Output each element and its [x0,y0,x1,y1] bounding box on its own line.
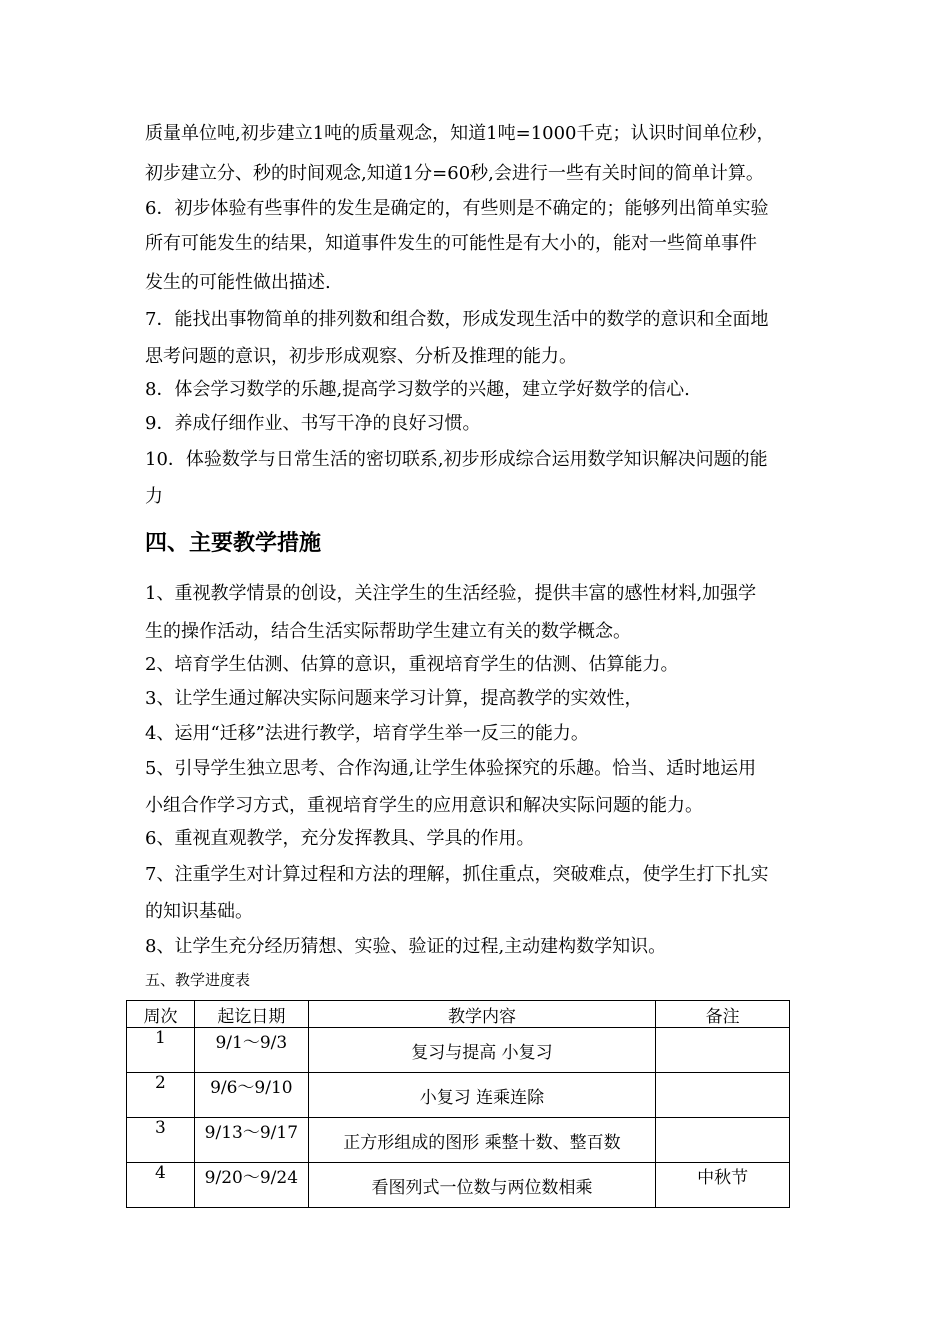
text-line: 初步建立分、秒的时间观念,知道1分=60秒,会进行一些有关时间的简单计算。 [145,163,764,184]
cell-content: 复习与提高 小复习 [308,1028,655,1073]
text-line: 质量单位吨,初步建立1吨的质量观念，知道1吨=1000千克；认识时间单位秒， [145,123,775,144]
cell-content: 正方形组成的图形 乘整十数、整百数 [308,1118,655,1163]
cell-dates: 9/1～9/3 [194,1028,308,1073]
list-item: 5、引导学生独立思考、合作沟通,让学生体验探究的乐趣。恰当、适时地运用 [145,758,757,779]
cell-week: 4 [127,1163,195,1208]
list-item: 1、重视教学情景的创设，关注学生的生活经验，提供丰富的感性材料,加强学 [145,583,757,604]
text-line: 7．能找出事物简单的排列数和组合数，形成发现生活中的数学的意识和全面地 [145,309,769,330]
cell-dates: 9/13～9/17 [194,1118,308,1163]
text-line: 8．体会学习数学的乐趣,提高学习数学的兴趣，建立学好数学的信心. [145,379,690,400]
text-line: 所有可能发生的结果，知道事件发生的可能性是有大小的，能对一些简单事件 [145,233,757,254]
table-row [127,1118,790,1163]
cell-content: 看图列式一位数与两位数相乘 [308,1163,655,1208]
list-item: 小组合作学习方式，重视培育学生的应用意识和解决实际问题的能力。 [145,795,703,816]
cell-note [656,1118,790,1163]
section-heading: 四、主要教学措施 [145,531,322,556]
text-line: 思考问题的意识，初步形成观察、分析及推理的能力。 [145,346,577,367]
text-line: 力 [145,486,163,507]
text-line: 6．初步体验有些事件的发生是确定的，有些则是不确定的；能够列出简单实验 [145,198,769,219]
list-item: 8、让学生充分经历猜想、实验、验证的过程,主动建构数学知识。 [145,936,667,957]
list-item: 2、培育学生估测、估算的意识，重视培育学生的估测、估算能力。 [145,654,679,675]
header-dates: 起讫日期 [194,1001,308,1028]
cell-dates: 9/6～9/10 [194,1073,308,1118]
list-item: 3、让学生通过解决实际问题来学习计算，提高教学的实效性， [145,688,643,709]
schedule-table [126,1000,790,1208]
cell-note [656,1028,790,1073]
cell-content: 小复习 连乘连除 [308,1073,655,1118]
list-item: 7、注重学生对计算过程和方法的理解，抓住重点，突破难点，使学生打下扎实 [145,864,769,885]
text-line: 9．养成仔细作业、书写干净的良好习惯。 [145,413,481,434]
header-note: 备注 [656,1001,790,1028]
header-content: 教学内容 [308,1001,655,1028]
list-item: 的知识基础。 [145,901,253,922]
text-line: 发生的可能性做出描述. [145,272,331,293]
list-item: 6、重视直观教学，充分发挥教具、学具的作用。 [145,828,535,849]
table-header-row [127,1001,790,1028]
table-row [127,1073,790,1118]
cell-note [656,1073,790,1118]
list-item: 生的操作活动，结合生活实际帮助学生建立有关的数学概念。 [145,621,631,642]
cell-week: 2 [127,1073,195,1118]
schedule-title: 五、教学进度表 [145,971,251,989]
header-week: 周次 [127,1001,195,1028]
cell-note: 中秋节 [656,1163,790,1208]
table-row [127,1028,790,1073]
table-row [127,1163,790,1208]
cell-week: 3 [127,1118,195,1163]
text-line: 10．体验数学与日常生活的密切联系,初步形成综合运用数学知识解决问题的能 [145,449,768,470]
cell-week: 1 [127,1028,195,1073]
cell-dates: 9/20～9/24 [194,1163,308,1208]
list-item: 4、运用“迁移”法进行教学，培育学生举一反三的能力。 [145,723,589,744]
